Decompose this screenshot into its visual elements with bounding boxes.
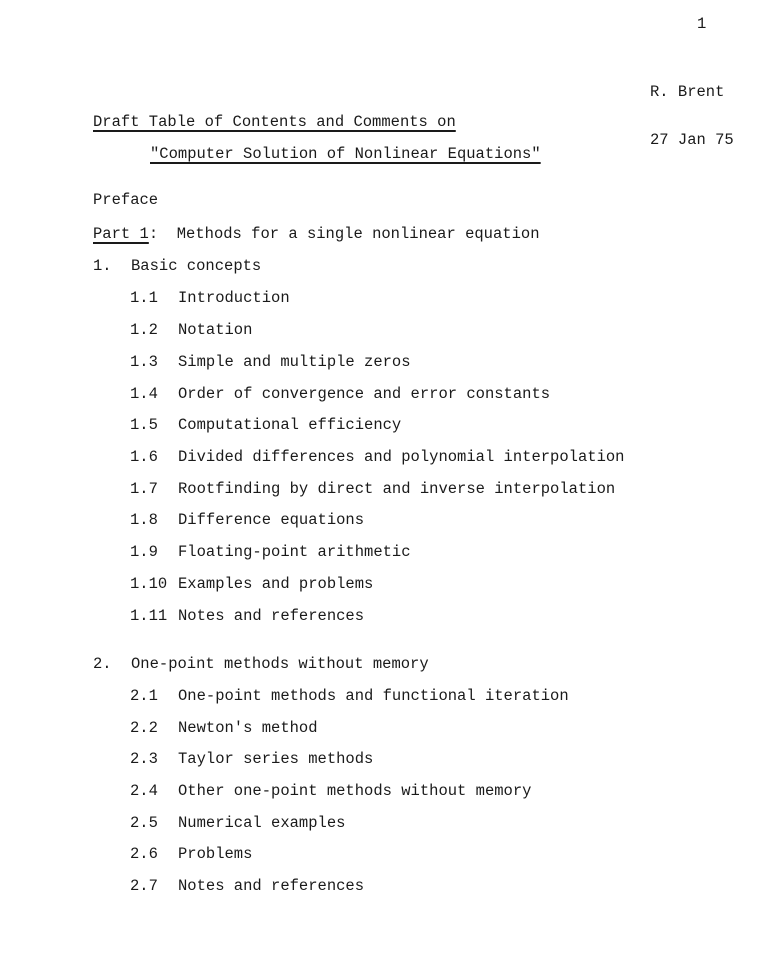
section-number: 2.4 <box>130 782 158 800</box>
toc-section <box>130 511 364 529</box>
section-title: Problems <box>178 845 253 863</box>
section-number: 1.5 <box>130 416 158 434</box>
document-title-line-2: "Computer Solution of Nonlinear Equations" <box>150 145 541 163</box>
section-number: 1.10 <box>130 575 168 593</box>
section-number: 2.7 <box>130 877 158 895</box>
section-title: Rootfinding by direct and inverse interpolation <box>178 480 616 498</box>
section-number: 1.3 <box>130 353 158 371</box>
section-title: Notes and references <box>178 607 365 625</box>
chapter-number: 2. <box>93 655 112 673</box>
toc-section <box>130 575 373 593</box>
toc-chapter <box>93 257 261 275</box>
toc-section <box>130 416 401 434</box>
section-title: Difference equations <box>178 511 365 529</box>
section-title: One-point methods and functional iteration <box>178 687 569 705</box>
section-title: Taylor series methods <box>178 750 374 768</box>
document-title-line-1: Draft Table of Contents and Comments on <box>93 113 456 131</box>
toc-section <box>130 480 615 498</box>
section-title: Other one-point methods without memory <box>178 782 532 800</box>
section-number: 1.7 <box>130 480 158 498</box>
section-title: Examples and problems <box>178 575 374 593</box>
section-number: 1.8 <box>130 511 158 529</box>
section-title: Simple and multiple zeros <box>178 353 411 371</box>
toc-section <box>130 814 345 832</box>
section-number: 2.3 <box>130 750 158 768</box>
chapter-number: 1. <box>93 257 112 275</box>
toc-section <box>130 877 364 895</box>
section-title: Order of convergence and error constants <box>178 385 551 403</box>
part-title: Methods for a single nonlinear equation <box>176 225 540 243</box>
section-title: Notation <box>178 321 253 339</box>
toc-section <box>130 353 411 371</box>
toc-section <box>130 321 252 339</box>
section-number: 2.6 <box>130 845 158 863</box>
part-label: Part 1 <box>93 225 149 243</box>
section-title: Floating-point arithmetic <box>178 543 411 561</box>
section-number: 1.4 <box>130 385 158 403</box>
author-block <box>650 52 734 180</box>
section-title: Divided differences and polynomial interpolation <box>178 448 625 466</box>
toc-section <box>130 289 290 307</box>
author-name: R. Brent <box>650 83 725 101</box>
document-date: 27 Jan 75 <box>650 131 734 149</box>
section-number: 1.2 <box>130 321 158 339</box>
toc-section <box>130 448 624 466</box>
section-number: 2.5 <box>130 814 158 832</box>
section-number: 1.11 <box>130 607 168 625</box>
toc-section <box>130 687 569 705</box>
toc-section <box>130 607 364 625</box>
section-number: 2.2 <box>130 719 158 737</box>
section-title: Computational efficiency <box>178 416 402 434</box>
section-title: Numerical examples <box>178 814 346 832</box>
section-title: Notes and references <box>178 877 365 895</box>
toc-section <box>130 750 373 768</box>
page-number: 1 <box>697 15 707 33</box>
chapter-title: One-point methods without memory <box>131 655 429 673</box>
section-number: 1.6 <box>130 448 158 466</box>
toc-section <box>130 385 550 403</box>
chapter-title: Basic concepts <box>131 257 262 275</box>
toc-part-heading <box>93 225 540 243</box>
section-title: Newton's method <box>178 719 318 737</box>
toc-chapter <box>93 655 429 673</box>
toc-section <box>130 543 411 561</box>
section-title: Introduction <box>178 289 290 307</box>
toc-preface: Preface <box>93 191 159 209</box>
section-number: 2.1 <box>130 687 158 705</box>
toc-section <box>130 845 252 863</box>
part-separator: : <box>148 225 159 243</box>
toc-section <box>130 782 531 800</box>
section-number: 1.9 <box>130 543 158 561</box>
section-number: 1.1 <box>130 289 158 307</box>
toc-section <box>130 719 318 737</box>
